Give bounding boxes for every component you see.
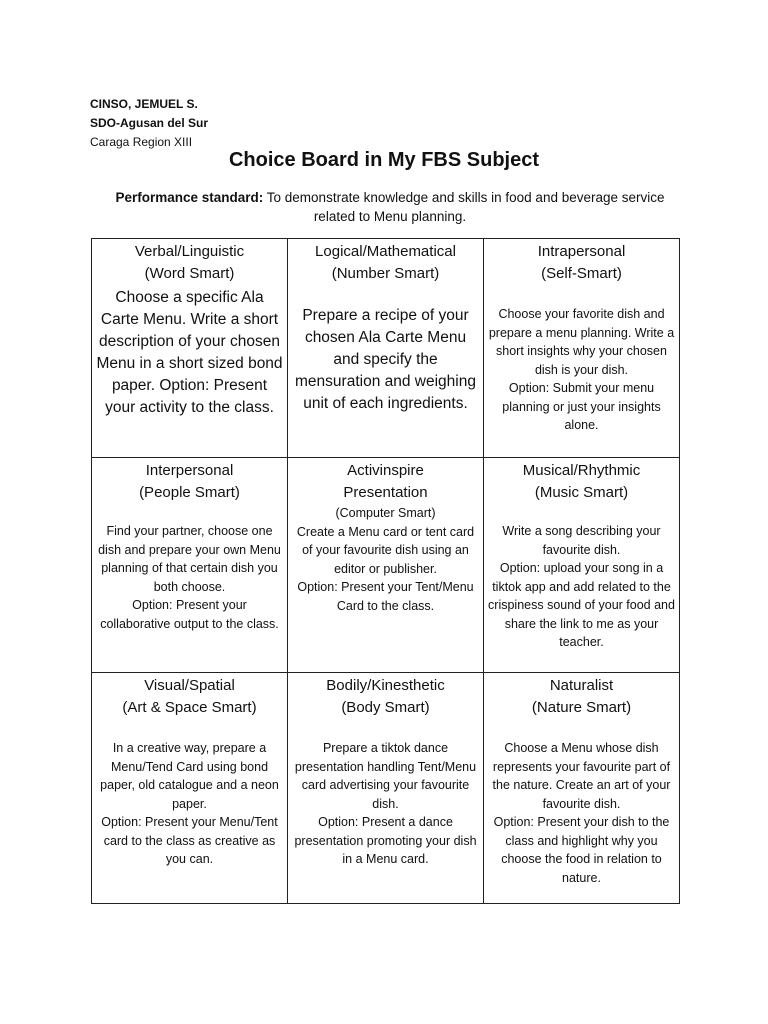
cell-option: Option: Present your Tent/Menu Card to the class. [297,580,474,613]
cell-option: Option: upload your song in a tiktok app and add related to the crispiness sound of your food and share the link to me as your teacher. [488,561,675,649]
performance-standard-text: To demonstrate knowledge and skills in food and beverage service related to Menu planning. [266,190,665,224]
author-region: Caraga Region XIII [90,135,193,149]
cell-text: Find your partner, choose one dish and prepare your own Menu planning of that certain dish you both choose. [98,524,281,594]
author-division: SDO-Agusan del Sur [90,116,209,130]
cell-option: Option: Submit your menu planning or just your insights alone. [502,381,661,432]
cell-title: Verbal/Linguistic [134,243,245,260]
cell-musical-rhythmic [484,458,680,673]
cell-note: (Computer Smart) [335,506,436,520]
cell-subtitle: Presentation [343,484,428,501]
cell-text: Choose a specific Ala Carte Menu. Write a short description of your chosen Menu in a short sized bond paper. Option: Present your activity to the class. [96,289,283,416]
cell-subtitle: (Self-Smart) [541,265,622,282]
author-info [90,95,208,152]
cell-subtitle: (Music Smart) [534,484,629,501]
cell-text: Choose a Menu whose dish represents your favourite part of the nature. Create an art of your favourite dish. [492,741,671,811]
cell-bodily-kinesthetic [288,673,484,904]
cell-activinspire [288,458,484,673]
cell-subtitle: (People Smart) [139,484,240,501]
cell-title: Bodily/Kinesthetic [326,677,445,694]
cell-option: Option: Present your collaborative output to the class. [100,598,279,631]
board-row [92,673,680,904]
cell-text: In a creative way, prepare a Menu/Tend Card using bond paper, old catalogue and a neon paper. [100,741,279,811]
cell-interpersonal [92,458,288,673]
document-title: Choice Board in My FBS Subject [228,149,540,171]
cell-title: Activinspire [347,462,424,479]
cell-text: Prepare a tiktok dance presentation handling Tent/Menu card advertising your favourite dish. [294,741,477,811]
cell-subtitle: (Word Smart) [144,265,235,282]
cell-text: Prepare a recipe of your chosen Ala Carte Menu and specify the mensuration and weighing unit of each ingredients. [295,307,476,412]
cell-verbal-linguistic [92,239,288,458]
cell-option: Option: Present your Menu/Tent card to the class as creative as you can. [101,815,278,866]
cell-option: Option: Present your dish to the class and highlight why you choose the food in relation to nature. [493,815,670,885]
cell-title: Naturalist [549,677,614,694]
cell-option: Option: Present a dance presentation promoting your dish in a Menu card. [294,815,477,866]
cell-text: Choose your favorite dish and prepare a menu planning. Write a short insights why your chosen dish is your dish. [488,307,675,377]
cell-title: Intrapersonal [537,243,626,260]
cell-title: Logical/Mathematical [315,243,456,260]
performance-standard [110,188,670,226]
board-row [92,239,680,458]
cell-text: Write a song describing your favourite dish. [502,524,661,557]
board-row [92,458,680,673]
cell-text: Create a Menu card or tent card of your favourite dish using an editor or publisher. [296,524,475,576]
cell-naturalist [484,673,680,904]
cell-subtitle: (Art & Space Smart) [122,699,257,716]
cell-title: Musical/Rhythmic [522,462,641,479]
cell-subtitle: (Nature Smart) [531,699,632,716]
author-name: CINSO, JEMUEL S. [90,97,198,111]
choice-board-table [91,238,680,904]
cell-logical-mathematical [288,239,484,458]
performance-standard-label: Performance standard: [115,190,264,205]
cell-intrapersonal [484,239,680,458]
cell-visual-spatial [92,673,288,904]
cell-title: Visual/Spatial [144,677,235,694]
cell-subtitle: (Body Smart) [341,699,430,716]
cell-title: Interpersonal [145,462,234,479]
cell-subtitle: (Number Smart) [331,265,440,282]
